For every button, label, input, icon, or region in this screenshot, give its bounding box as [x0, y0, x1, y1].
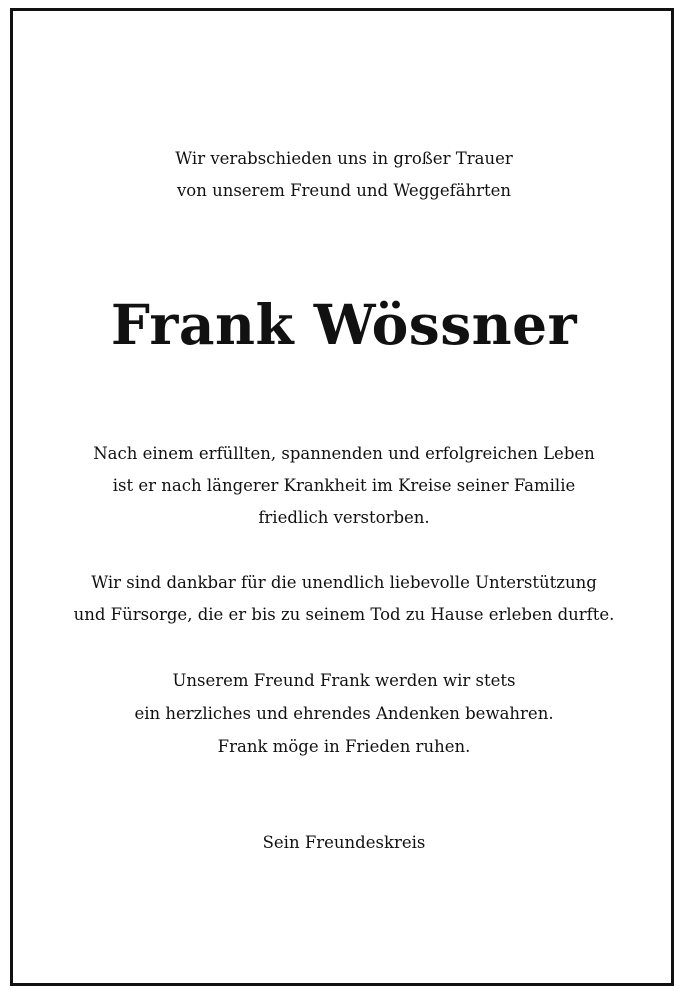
- paragraph-line: Frank möge in Frieden ruhen.: [217, 737, 471, 756]
- paragraph-gratitude: [10, 567, 678, 631]
- paragraph-line: Nach einem erfüllten, spannenden und erfolgreichen Leben: [93, 444, 595, 463]
- deceased-name: Frank Wössner: [110, 292, 578, 357]
- intro-text: [10, 143, 678, 207]
- signature: Sein Freundeskreis: [262, 833, 426, 852]
- paragraph-line: Unserem Freund Frank werden wir stets: [172, 671, 516, 690]
- intro-line: von unserem Freund und Weggefährten: [176, 181, 512, 200]
- paragraph-line: ist er nach längerer Krankheit im Kreise seiner Familie: [112, 476, 576, 495]
- paragraph-line: Wir sind dankbar für die unendlich liebevolle Unterstützung: [91, 573, 597, 592]
- paragraph-life: [10, 438, 678, 534]
- paragraph-line: und Fürsorge, die er bis zu seinem Tod zu Hause erleben durfte.: [73, 605, 615, 624]
- intro-line: Wir verabschieden uns in großer Trauer: [175, 149, 513, 168]
- paragraph-line: friedlich verstorben.: [258, 508, 430, 527]
- paragraph-remembrance: [10, 664, 678, 763]
- paragraph-line: ein herzliches und ehrendes Andenken bewahren.: [134, 704, 554, 723]
